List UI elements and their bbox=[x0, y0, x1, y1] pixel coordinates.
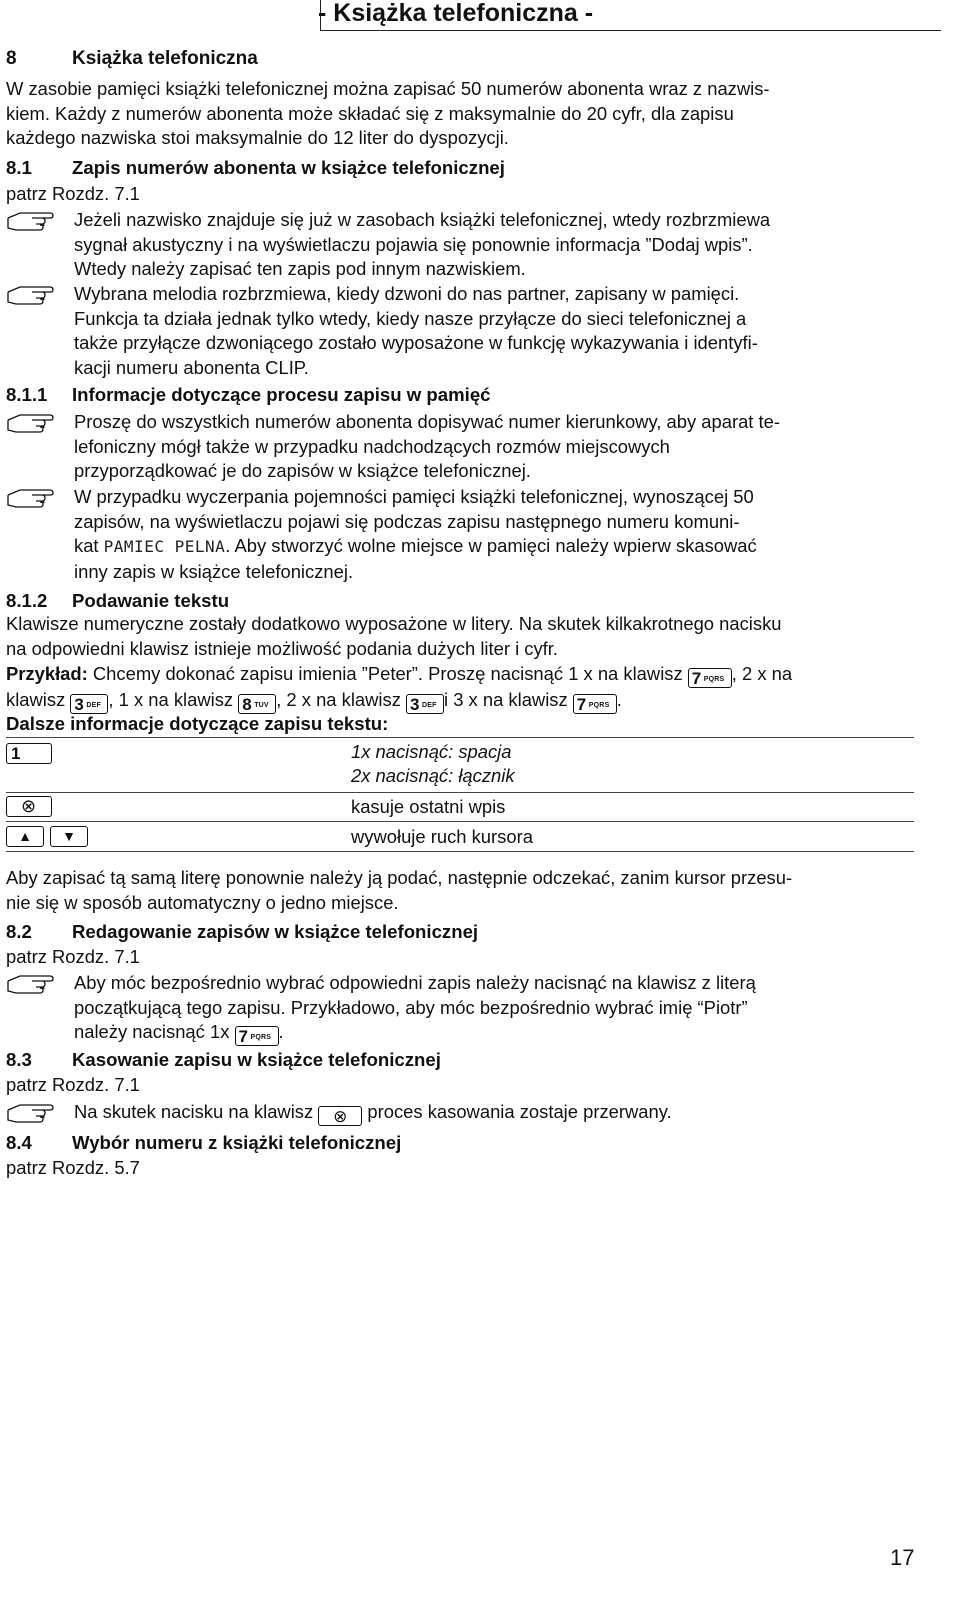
section-8-4-heading bbox=[6, 1132, 401, 1154]
section-reference: patrz Rozdz. 5.7 bbox=[6, 1157, 140, 1178]
text-line: początkującą tego zapisu. Przykładowo, aby móc bezpośrednio wybrać imię “Piotr” bbox=[74, 996, 748, 1018]
text-line: Proszę do wszystkich numerów abonenta dopisywać numer kierunkowy, aby aparat te- bbox=[74, 411, 780, 432]
section-reference: patrz Rozdz. 7.1 bbox=[6, 946, 140, 967]
section-8-1-1-heading bbox=[6, 384, 491, 406]
text-fragment: kat bbox=[74, 535, 104, 556]
section-reference: patrz Rozdz. 7.1 bbox=[6, 1074, 140, 1095]
text-fragment: Chcemy dokonać zapisu imienia ”Peter”. Proszę nacisnąć 1 x na klawisz bbox=[87, 663, 688, 684]
text-fragment: należy nacisnąć 1x bbox=[74, 1021, 235, 1042]
key-digit: 7 bbox=[576, 695, 587, 714]
text-fragment: , 2 x na bbox=[731, 663, 793, 684]
lcd-display-text: PAMIEC PELNA bbox=[103, 537, 226, 556]
table-cell-text: kasuje ostatni wpis bbox=[351, 796, 506, 817]
delete-key-icon: ⊗ bbox=[318, 1106, 362, 1126]
key-letters: PQRS bbox=[250, 1034, 272, 1041]
text-fragment: . Aby stworzyć wolne miejsce w pamięci należy wpierw skasować bbox=[225, 535, 757, 556]
text-line: Wtedy należy zapisać ten zapis pod innym nazwiskiem. bbox=[74, 258, 526, 279]
text-line: każdego nazwiska stoi maksymalnie do 12 liter do dyspozycji. bbox=[6, 127, 509, 148]
text-fragment: , 1 x na klawisz bbox=[108, 689, 239, 710]
section-number: 8.1.2 bbox=[6, 590, 48, 611]
key-3-def bbox=[70, 694, 108, 714]
key-7-pqrs bbox=[688, 668, 732, 688]
text-fragment: , 2 x na klawisz bbox=[276, 689, 407, 710]
text-line: W przypadku wyczerpania pojemności pamięci książki telefonicznej, wynoszącej 50 bbox=[74, 486, 754, 507]
key-letters: PQRS bbox=[703, 676, 725, 683]
section-number: 8 bbox=[6, 48, 17, 69]
text-line: Funkcja ta działa jednak tylko wtedy, kiedy nasze przyłącze do sieci telefonicznej a bbox=[74, 307, 747, 329]
page-number: 17 bbox=[890, 1545, 915, 1570]
section-8-1-2-intro bbox=[6, 612, 926, 661]
text-line bbox=[74, 1020, 934, 1046]
section-title: Wybór numeru z książki telefonicznej bbox=[72, 1132, 402, 1153]
text-fragment: i 3 x na klawisz bbox=[444, 689, 573, 710]
text-line: kiem. Każdy z numerów abonenta może składać się z maksymalnie do 20 cyfr, dla zapisu bbox=[6, 102, 734, 124]
text-line: lefoniczny mógł także w przypadku nadchodzących rozmów miejscowych bbox=[74, 435, 670, 457]
text-line bbox=[6, 688, 926, 714]
example-paragraph bbox=[6, 662, 926, 714]
pointing-hand-icon bbox=[6, 210, 54, 232]
arrow-down-key-icon: ▼ bbox=[50, 826, 88, 847]
text-fragment: . bbox=[278, 1021, 284, 1042]
key-digit: 3 bbox=[410, 695, 420, 714]
section-number: 8.2 bbox=[6, 921, 32, 942]
text-line: Klawisze numeryczne zostały dodatkowo wyposażone w litery. Na skutek kilkakrotnego nacisku bbox=[6, 613, 782, 634]
arrow-up-key-icon: ▲ bbox=[6, 826, 44, 847]
table-row bbox=[6, 737, 914, 793]
pointing-hand-icon bbox=[6, 284, 54, 306]
section-title: Podawanie tekstu bbox=[72, 590, 230, 611]
text-line: kacji numeru abonenta CLIP. bbox=[74, 356, 309, 378]
table-row bbox=[6, 791, 914, 822]
same-letter-paragraph bbox=[6, 866, 926, 915]
text-fragment: klawisz bbox=[6, 689, 71, 710]
text-line: W zasobie pamięci książki telefonicznej można zapisać 50 numerów abonenta wraz z nazwis- bbox=[6, 78, 770, 99]
pointing-hand-icon bbox=[6, 973, 54, 995]
section-number: 8.4 bbox=[6, 1132, 32, 1153]
section-title: Informacje dotyczące procesu zapisu w pamięć bbox=[72, 384, 491, 405]
text-line: na odpowiedni klawisz istnieje możliwość podania dużych liter i cyfr. bbox=[6, 637, 558, 659]
section-8-2-heading bbox=[6, 921, 478, 943]
text-line: Aby zapisać tą samą literę ponownie należy ją podać, następnie odczekać, zanim kursor przesu- bbox=[6, 867, 793, 888]
key-digit: 3 bbox=[74, 695, 84, 714]
key-letters: PQRS bbox=[588, 702, 610, 709]
key-letters: DEF bbox=[422, 702, 437, 709]
text-line bbox=[74, 1100, 934, 1126]
key-digit: 8 bbox=[242, 695, 252, 714]
key-digit: 7 bbox=[238, 1027, 248, 1046]
section-title: Zapis numerów abonenta w książce telefonicznej bbox=[72, 157, 505, 178]
example-label: Przykład: bbox=[6, 663, 88, 684]
text-line: inny zapis w książce telefonicznej. bbox=[74, 560, 354, 582]
text-line bbox=[74, 534, 934, 560]
text-line bbox=[6, 662, 926, 688]
text-line: przyporządkować je do zapisów w książce telefonicznej. bbox=[74, 460, 531, 481]
text-fragment: Na skutek nacisku na klawisz bbox=[74, 1101, 319, 1122]
section-8-heading bbox=[6, 48, 258, 70]
section-reference: patrz Rozdz. 7.1 bbox=[6, 183, 140, 204]
table-row bbox=[6, 821, 914, 852]
text-line: Wybrana melodia rozbrzmiewa, kiedy dzwoni do nas partner, zapisany w pamięci. bbox=[74, 283, 740, 304]
key-1: 1 bbox=[6, 743, 52, 764]
key-8-tuv bbox=[238, 694, 276, 714]
section-title: Książka telefoniczna bbox=[72, 48, 258, 69]
key-letters: DEF bbox=[86, 702, 101, 709]
pointing-hand-icon bbox=[6, 1102, 54, 1124]
key-7-pqrs bbox=[235, 1026, 279, 1046]
section-8-1-2-heading bbox=[6, 590, 229, 612]
text-line: także przyłącze dzwoniącego zostało wyposażone w funkcję wykazywania i identyfi- bbox=[74, 332, 758, 353]
key-digit: 7 bbox=[691, 669, 702, 688]
section-title: Kasowanie zapisu w książce telefonicznej bbox=[72, 1049, 441, 1070]
section-8-1-heading bbox=[6, 157, 505, 179]
page-header-title: - Książka telefoniczna - bbox=[318, 0, 594, 27]
delete-key-icon: ⊗ bbox=[6, 796, 52, 817]
more-info-heading: Dalsze informacje dotyczące zapisu tekstu: bbox=[6, 713, 389, 734]
section-title: Redagowanie zapisów w książce telefonicznej bbox=[72, 921, 479, 942]
key-3-def bbox=[406, 694, 444, 714]
section-8-intro bbox=[6, 77, 926, 151]
text-line: zapisów, na wyświetlaczu pojawi się podczas zapisu następnego numeru komuni- bbox=[74, 510, 740, 532]
text-line: Jeżeli nazwisko znajduje się już w zasobach książki telefonicznej, wtedy rozbrzmiewa bbox=[74, 209, 771, 230]
section-8-3-heading bbox=[6, 1049, 441, 1071]
text-line: sygnał akustyczny i na wyświetlaczu pojawia się ponownie informacja ”Dodaj wpis”. bbox=[74, 233, 753, 255]
section-number: 8.3 bbox=[6, 1049, 32, 1070]
text-fragment: . bbox=[616, 689, 622, 710]
text-fragment: proces kasowania zostaje przerwany. bbox=[362, 1101, 672, 1122]
table-cell-text: 1x nacisnąć: spacja bbox=[351, 741, 512, 762]
section-number: 8.1 bbox=[6, 157, 32, 178]
key-letters: TUV bbox=[254, 702, 269, 709]
text-line: Aby móc bezpośrednio wybrać odpowiedni zapis należy nacisnąć na klawisz z literą bbox=[74, 972, 756, 993]
section-number: 8.1.1 bbox=[6, 384, 48, 405]
table-cell-text: 2x nacisnąć: łącznik bbox=[351, 765, 515, 786]
text-line: nie się w sposób automatyczny o jedno miejsce. bbox=[6, 891, 399, 913]
pointing-hand-icon bbox=[6, 412, 54, 434]
key-7-pqrs bbox=[573, 694, 617, 714]
table-cell-text: wywołuje ruch kursora bbox=[351, 826, 533, 847]
pointing-hand-icon bbox=[6, 487, 54, 509]
